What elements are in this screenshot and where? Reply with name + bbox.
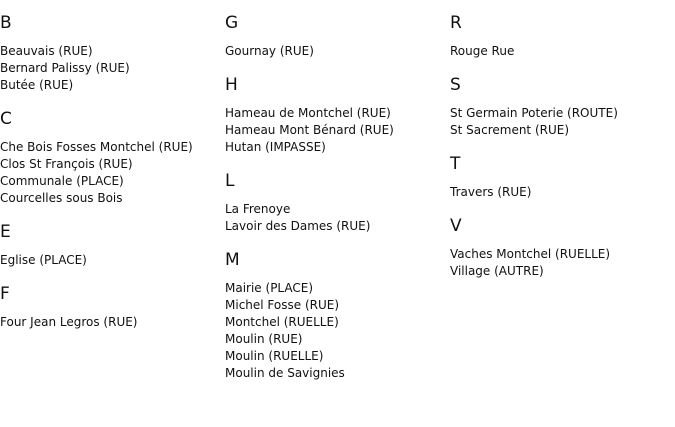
street-link[interactable]: Montchel (RUELLE)	[225, 315, 339, 329]
letter-group	[225, 170, 450, 235]
street-link[interactable]: Butée (RUE)	[0, 78, 74, 92]
street-link[interactable]: Bernard Palissy (RUE)	[0, 61, 130, 75]
street-link[interactable]: Four Jean Legros (RUE)	[0, 315, 138, 329]
letter-group	[0, 221, 225, 269]
street-link[interactable]: Clos St François (RUE)	[0, 157, 133, 171]
letter-heading: C	[0, 109, 12, 129]
letter-heading: E	[0, 222, 11, 242]
street-link[interactable]: St Sacrement (RUE)	[450, 123, 570, 137]
street-link[interactable]: Lavoir des Dames (RUE)	[225, 219, 371, 233]
street-link[interactable]: Rouge Rue	[450, 44, 515, 58]
street-link[interactable]: Travers (RUE)	[450, 185, 532, 199]
index-column-1	[0, 12, 225, 331]
street-link[interactable]: Hameau de Montchel (RUE)	[225, 106, 391, 120]
street-link[interactable]: Eglise (PLACE)	[0, 253, 87, 267]
index-column-3	[450, 12, 675, 280]
letter-group	[450, 153, 675, 201]
letter-group	[0, 12, 225, 94]
street-list	[0, 314, 225, 331]
letter-heading: F	[0, 284, 10, 304]
letter-group	[450, 74, 675, 139]
letter-group	[450, 12, 675, 60]
street-link[interactable]: Che Bois Fosses Montchel (RUE)	[0, 140, 193, 154]
street-link[interactable]: Michel Fosse (RUE)	[225, 298, 340, 312]
street-link[interactable]: Hutan (IMPASSE)	[225, 140, 326, 154]
street-list	[225, 201, 450, 235]
letter-heading: V	[450, 216, 462, 236]
street-list	[450, 246, 675, 280]
letter-group	[225, 12, 450, 60]
letter-heading: L	[225, 171, 235, 191]
street-list	[225, 280, 450, 382]
street-link[interactable]: La Frenoye	[225, 202, 291, 216]
street-link[interactable]: Gournay (RUE)	[225, 44, 314, 58]
street-list	[225, 43, 450, 60]
letter-group	[225, 74, 450, 156]
letter-heading: M	[225, 250, 240, 270]
street-link[interactable]: Courcelles sous Bois	[0, 191, 123, 205]
letter-heading: S	[450, 75, 461, 95]
street-link[interactable]: Moulin (RUE)	[225, 332, 303, 346]
index-column-2	[225, 12, 450, 382]
letter-heading: T	[450, 154, 461, 174]
street-link[interactable]: Beauvais (RUE)	[0, 44, 93, 58]
street-link[interactable]: Hameau Mont Bénard (RUE)	[225, 123, 394, 137]
letter-heading: R	[450, 13, 462, 33]
street-link[interactable]: Village (AUTRE)	[450, 264, 544, 278]
street-list	[225, 105, 450, 156]
letter-group	[0, 283, 225, 331]
letter-group	[0, 108, 225, 207]
street-link[interactable]: Moulin de Savignies	[225, 366, 345, 380]
street-list	[450, 43, 675, 60]
letter-group	[225, 249, 450, 382]
street-list	[0, 43, 225, 94]
street-list	[450, 105, 675, 139]
letter-heading: B	[0, 13, 12, 33]
letter-heading: G	[225, 13, 239, 33]
street-link[interactable]: Vaches Montchel (RUELLE)	[450, 247, 611, 261]
street-link[interactable]: Mairie (PLACE)	[225, 281, 314, 295]
street-link[interactable]: St Germain Poterie (ROUTE)	[450, 106, 618, 120]
street-list	[450, 184, 675, 201]
letter-group	[450, 215, 675, 280]
street-link[interactable]: Communale (PLACE)	[0, 174, 124, 188]
street-link[interactable]: Moulin (RUELLE)	[225, 349, 324, 363]
street-list	[0, 252, 225, 269]
letter-heading: H	[225, 75, 238, 95]
street-list	[0, 139, 225, 207]
